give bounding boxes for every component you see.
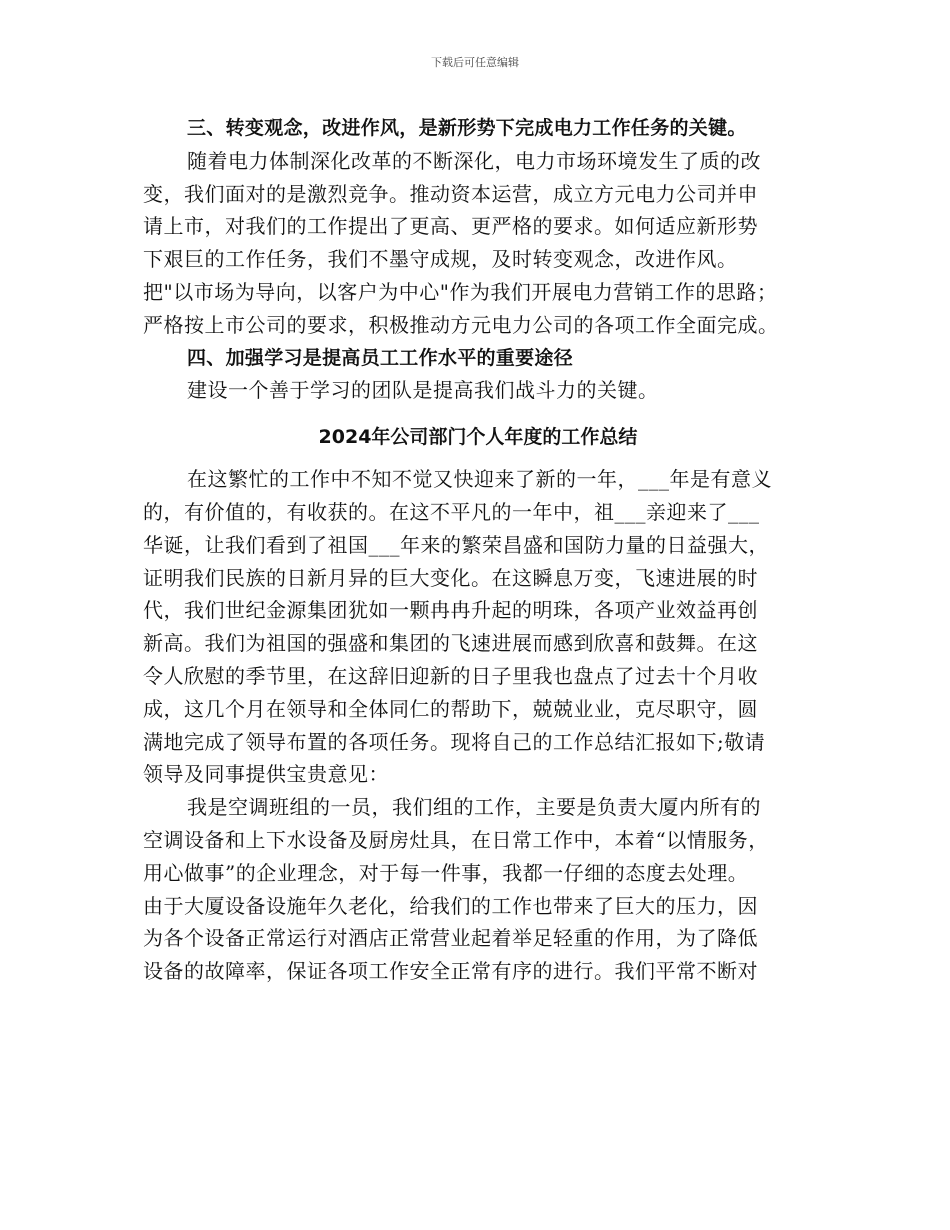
- section-3-paragraph: 随着电力体制深化改革的不断深化，电力市场环境发生了质的改 变，我们面对的是激烈竞争。推动资本运营，成立方元电力公司并申 请上市，对我们的工作提出了更高、更严格的要求。如何适应新形势 下艰巨的工作任务，我们不墨守成规，及时转变观念，改进作风。 把"以市场为导向，以客户为中心"作为我们开展电力营销工作的思路； 严格按上市公司的要求，积极推动方元电力公司的各项工作全面完成。: [143, 148, 779, 337]
- header-note: 下载后可任意编辑: [431, 56, 519, 69]
- document-title: 2024年公司部门个人年度的工作总结: [318, 426, 638, 449]
- summary-paragraph-1: 在这繁忙的工作中不知不觉又快迎来了新的一年，___年是有意义 的，有价值的，有收获的。在这不平凡的一年中，祖___亲迎来了___ 华诞，让我们看到了祖国___年来的繁荣昌盛和国防力量的日益强大， 证明我们民族的日新月异的巨大变化。在这瞬息万变，飞速进展的时 代，我们世纪金源集团犹如一颗冉冉升起的明珠，各项产业效益再创 新高。我们为祖国的强盛和集团的飞速进展而感到欣喜和鼓舞。在这 令人欣慰的季节里，在这辞旧迎新的日子里我也盘点了过去十个月收 成，这几个月在领导和全体同仁的帮助下，兢兢业业，克尽职守，圆 满地完成了领导布置的各项任务。现将自己的工作总结汇报如下;敬请 领导及同事提供宝贵意见：: [143, 467, 772, 787]
- summary-paragraph-2: 我是空调班组的一员，我们组的工作，主要是负责大厦内所有的 空调设备和上下水设备及厨房灶具，在日常工作中，本着“以情服务， 用心做事”的企业理念，对于每一件事，我都一仔细的态度去处理。 由于大厦设备设施年久老化，给我们的工作也带来了巨大的压力，因 为各个设备正常运行对酒店正常营业起着举足轻重的作用，为了降低 设备的故障率，保证各项工作安全正常有序的进行。我们平常不断对: [143, 795, 769, 984]
- section-4-heading: 四、加强学习是提高员工工作水平的重要途径: [187, 346, 574, 369]
- section-4-paragraph: 建设一个善于学习的团队是提高我们战斗力的关键。: [187, 378, 659, 403]
- document-body: [143, 112, 813, 988]
- section-3-heading: 三、转变观念，改进作风，是新形势下完成电力工作任务的关键。: [187, 117, 747, 139]
